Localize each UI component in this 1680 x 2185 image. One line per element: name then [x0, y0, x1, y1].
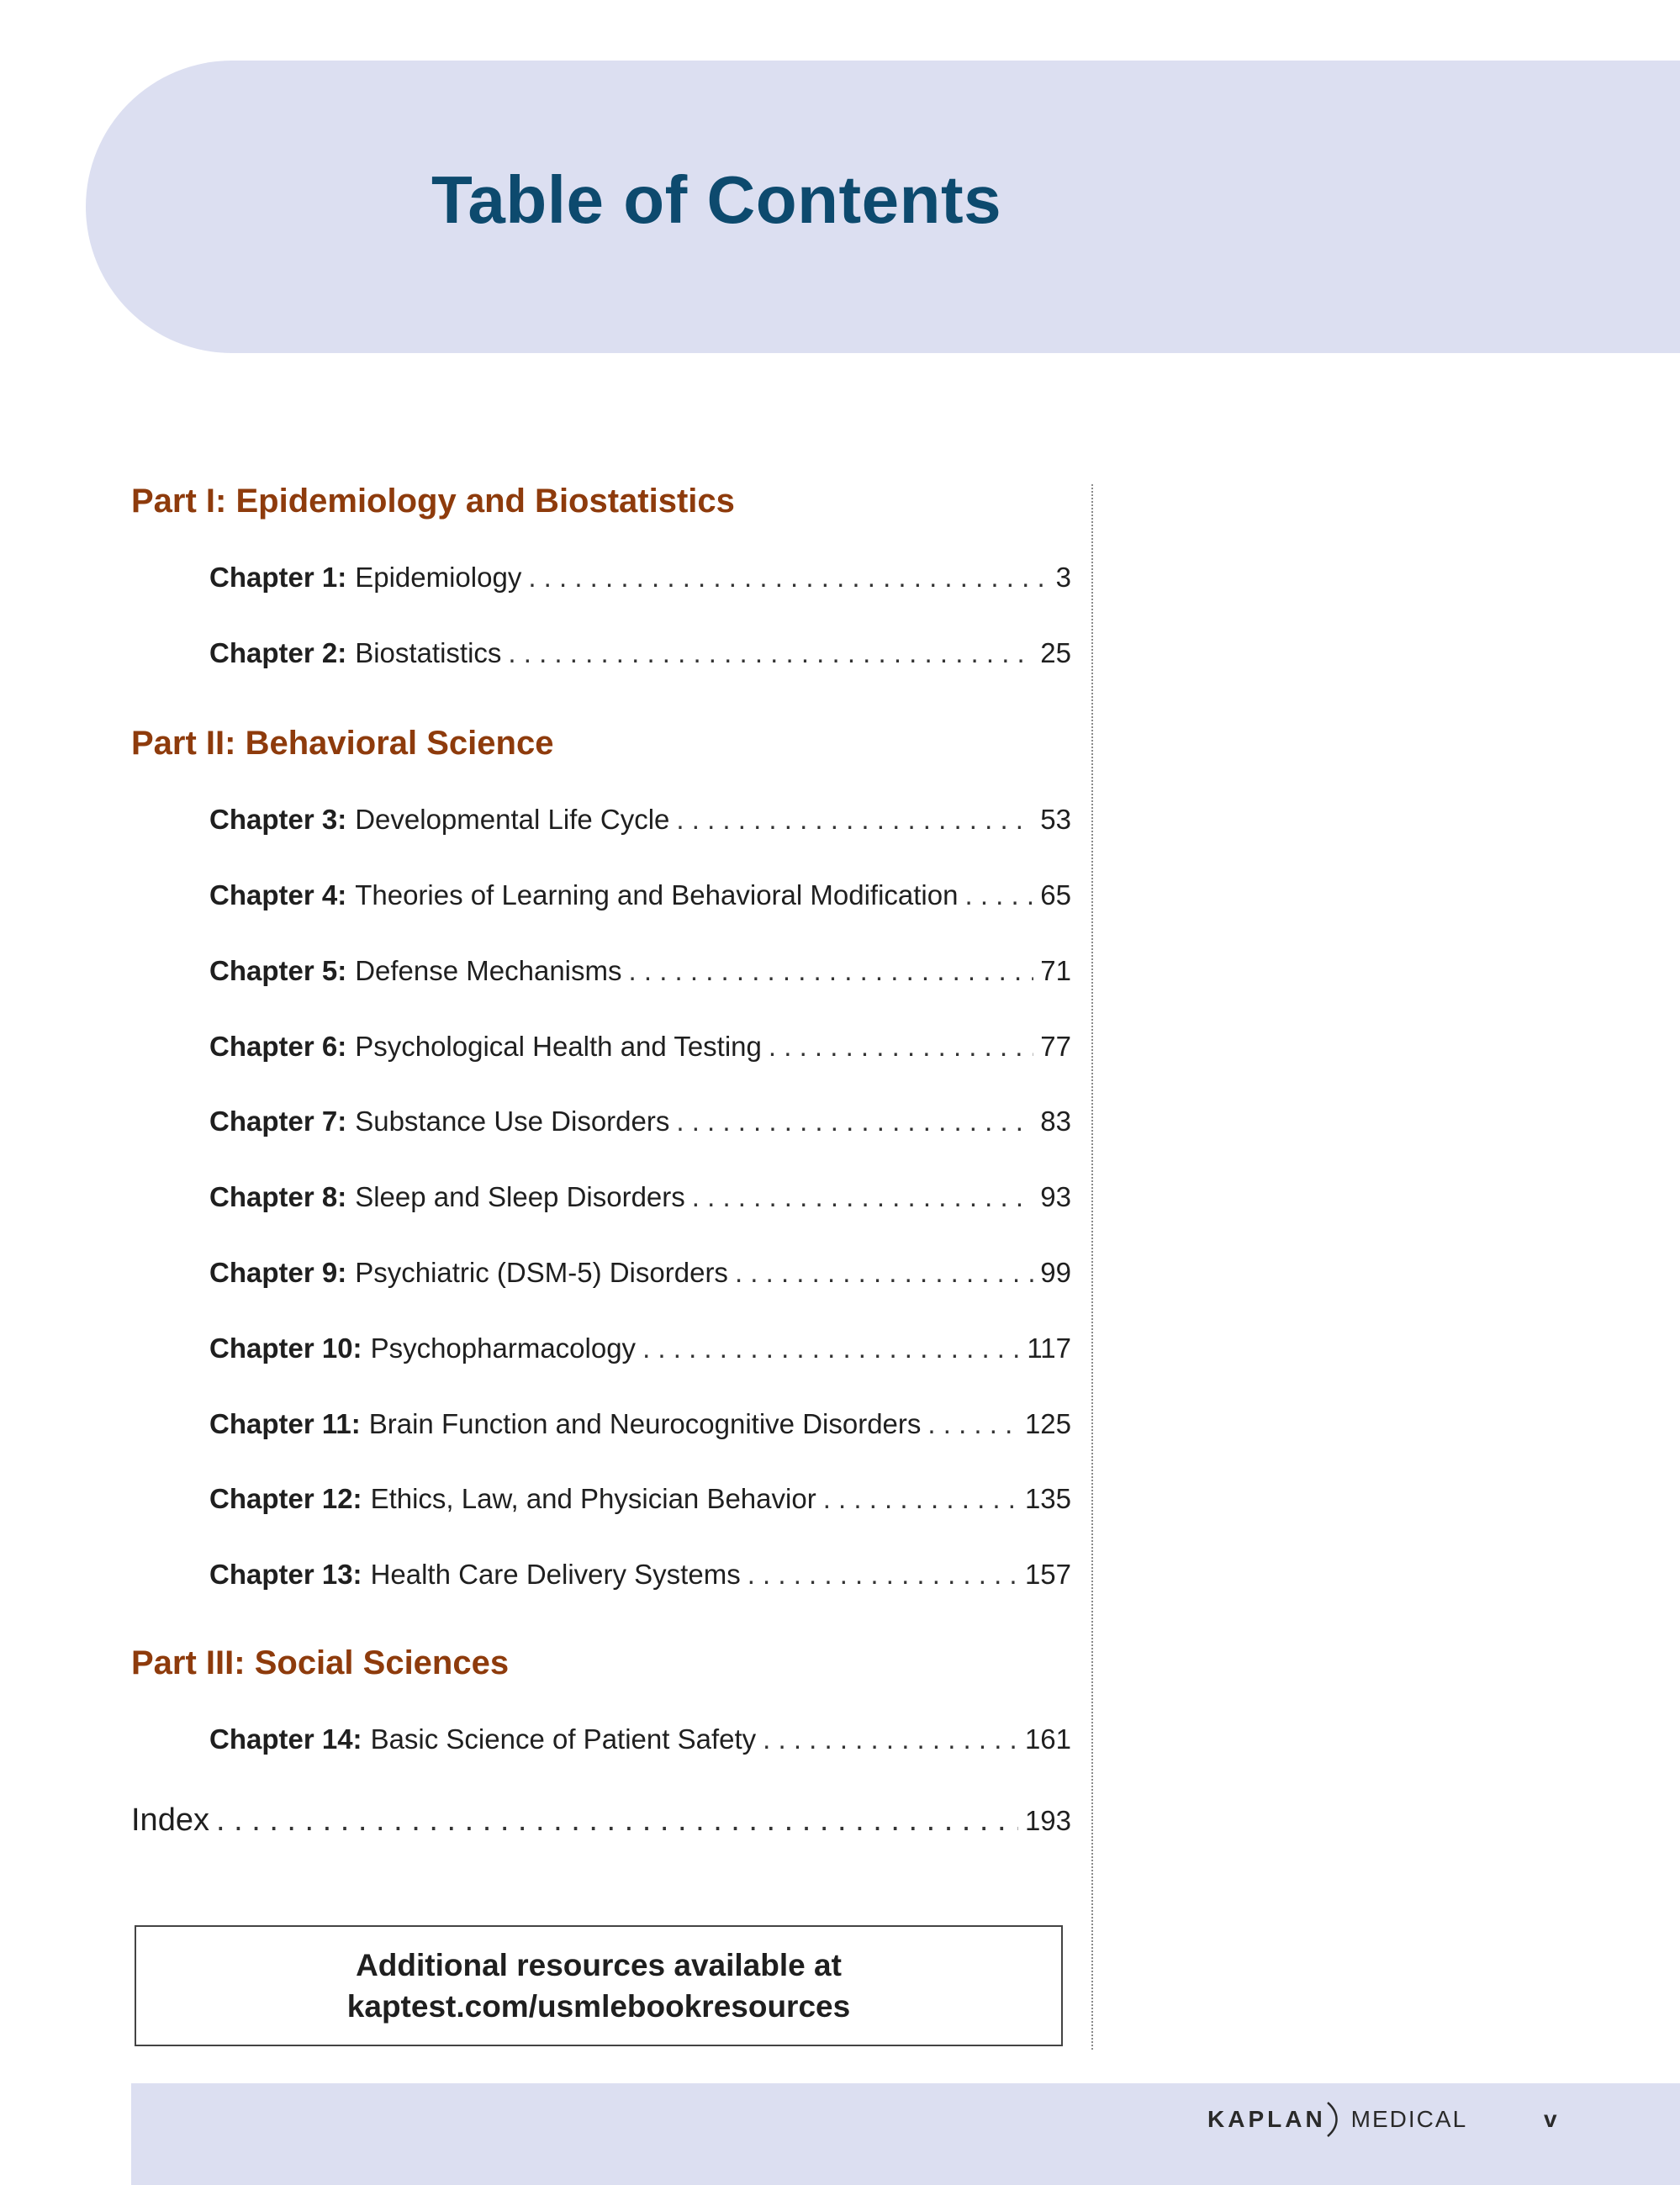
toc-entry-chapter-3[interactable] — [209, 805, 1071, 833]
chapter-title: Developmental Life Cycle — [355, 804, 670, 835]
toc-entry-chapter-5[interactable] — [209, 957, 1071, 984]
chapter-label: Chapter 4: — [209, 879, 347, 910]
resources-callout — [135, 1925, 1063, 2046]
page-number: 193 — [1024, 1805, 1071, 1836]
chapter-title: Psychological Health and Testing — [355, 1031, 762, 1062]
page-number: 161 — [1024, 1723, 1071, 1755]
page-numeral: v — [1544, 2106, 1557, 2132]
chapter-title: Ethics, Law, and Physician Behavior — [370, 1483, 816, 1514]
toc-entry-chapter-13[interactable] — [209, 1560, 1071, 1588]
chapter-title: Biostatistics — [355, 637, 502, 668]
page-number: 77 — [1040, 1031, 1071, 1062]
chapter-label: Chapter 5: — [209, 955, 347, 986]
index-label: Index — [131, 1802, 209, 1838]
page-title: Table of Contents — [431, 162, 1002, 237]
toc-entry-chapter-10[interactable] — [209, 1334, 1071, 1362]
toc-entry-index[interactable] — [131, 1804, 1071, 1836]
page-number: 83 — [1040, 1106, 1071, 1137]
chapter-label: Chapter 9: — [209, 1257, 347, 1288]
dot-leader — [528, 563, 1049, 591]
dot-leader — [823, 1485, 1018, 1512]
toc-entry-chapter-9[interactable] — [209, 1259, 1071, 1286]
chapter-title: Epidemiology — [355, 562, 522, 593]
page-number: 71 — [1040, 955, 1071, 986]
toc-entry-chapter-11[interactable] — [209, 1410, 1071, 1438]
column-divider — [1091, 484, 1093, 2050]
chapter-title: Theories of Learning and Behavioral Modification — [355, 879, 959, 910]
dot-leader — [964, 881, 1033, 909]
chapter-title: Psychopharmacology — [370, 1333, 637, 1364]
page-number: 25 — [1040, 637, 1071, 668]
chapter-label: Chapter 1: — [209, 562, 347, 593]
chapter-label: Chapter 7: — [209, 1106, 347, 1137]
chapter-title: Basic Science of Patient Safety — [370, 1723, 757, 1755]
dot-leader — [629, 957, 1034, 984]
chapter-label: Chapter 11: — [209, 1408, 361, 1439]
page-number: 125 — [1024, 1408, 1071, 1439]
dot-leader — [927, 1410, 1018, 1438]
page-number: 135 — [1024, 1483, 1071, 1514]
page-number: 117 — [1027, 1333, 1071, 1364]
chapter-title: Substance Use Disorders — [355, 1106, 670, 1137]
chapter-label: Chapter 2: — [209, 637, 347, 668]
dot-leader — [735, 1259, 1033, 1286]
resources-link[interactable]: kaptest.com/usmlebookresources — [346, 1989, 851, 2024]
chapter-title: Psychiatric (DSM-5) Disorders — [355, 1257, 728, 1288]
page-number: 93 — [1040, 1181, 1071, 1212]
toc-entry-chapter-2[interactable] — [209, 639, 1071, 667]
chapter-label: Chapter 10: — [209, 1333, 362, 1364]
chapter-title: Sleep and Sleep Disorders — [355, 1181, 685, 1212]
part-heading-3: Part III: Social Sciences — [131, 1644, 510, 1681]
toc-entry-chapter-1[interactable] — [209, 563, 1071, 591]
part-heading-2: Part II: Behavioral Science — [131, 725, 554, 762]
page-number: 99 — [1040, 1257, 1071, 1288]
dot-leader — [216, 1804, 1018, 1836]
toc-entry-chapter-14[interactable] — [209, 1725, 1071, 1753]
swoosh-icon — [1324, 2101, 1341, 2138]
chapter-title: Defense Mechanisms — [355, 955, 622, 986]
chapter-title: Health Care Delivery Systems — [370, 1559, 741, 1590]
chapter-label: Chapter 13: — [209, 1559, 362, 1590]
chapter-title: Brain Function and Neurocognitive Disorders — [368, 1408, 922, 1439]
dot-leader — [748, 1560, 1018, 1588]
dot-leader — [676, 1107, 1033, 1135]
page-number: 157 — [1024, 1559, 1071, 1590]
dot-leader — [642, 1334, 1020, 1362]
dot-leader — [692, 1183, 1034, 1211]
page-number: 3 — [1055, 562, 1071, 593]
toc-entry-chapter-4[interactable] — [209, 881, 1071, 909]
kaplan-wordmark — [1207, 2106, 1338, 2133]
dot-leader — [769, 1032, 1033, 1060]
chapter-label: Chapter 6: — [209, 1031, 347, 1062]
toc-entry-chapter-8[interactable] — [209, 1183, 1071, 1211]
kaplan-medical-logo — [1207, 2106, 1467, 2133]
part-heading-1: Part I: Epidemiology and Biostatistics — [131, 483, 735, 520]
toc-entry-chapter-12[interactable] — [209, 1485, 1071, 1512]
toc-entry-chapter-7[interactable] — [209, 1107, 1071, 1135]
chapter-label: Chapter 14: — [209, 1723, 362, 1755]
dot-leader — [763, 1725, 1018, 1753]
toc-entry-chapter-6[interactable] — [209, 1032, 1071, 1060]
dot-leader — [676, 805, 1033, 833]
footer-band — [131, 2083, 1680, 2185]
resources-line-1: Additional resources available at — [356, 1948, 842, 1982]
page-number: 65 — [1040, 879, 1071, 910]
division-name: MEDICAL — [1350, 2106, 1468, 2132]
dot-leader — [508, 639, 1033, 667]
brand-name: KAPLAN — [1207, 2106, 1326, 2132]
chapter-label: Chapter 12: — [209, 1483, 362, 1514]
chapter-label: Chapter 3: — [209, 804, 347, 835]
page-number: 53 — [1040, 804, 1071, 835]
chapter-label: Chapter 8: — [209, 1181, 347, 1212]
